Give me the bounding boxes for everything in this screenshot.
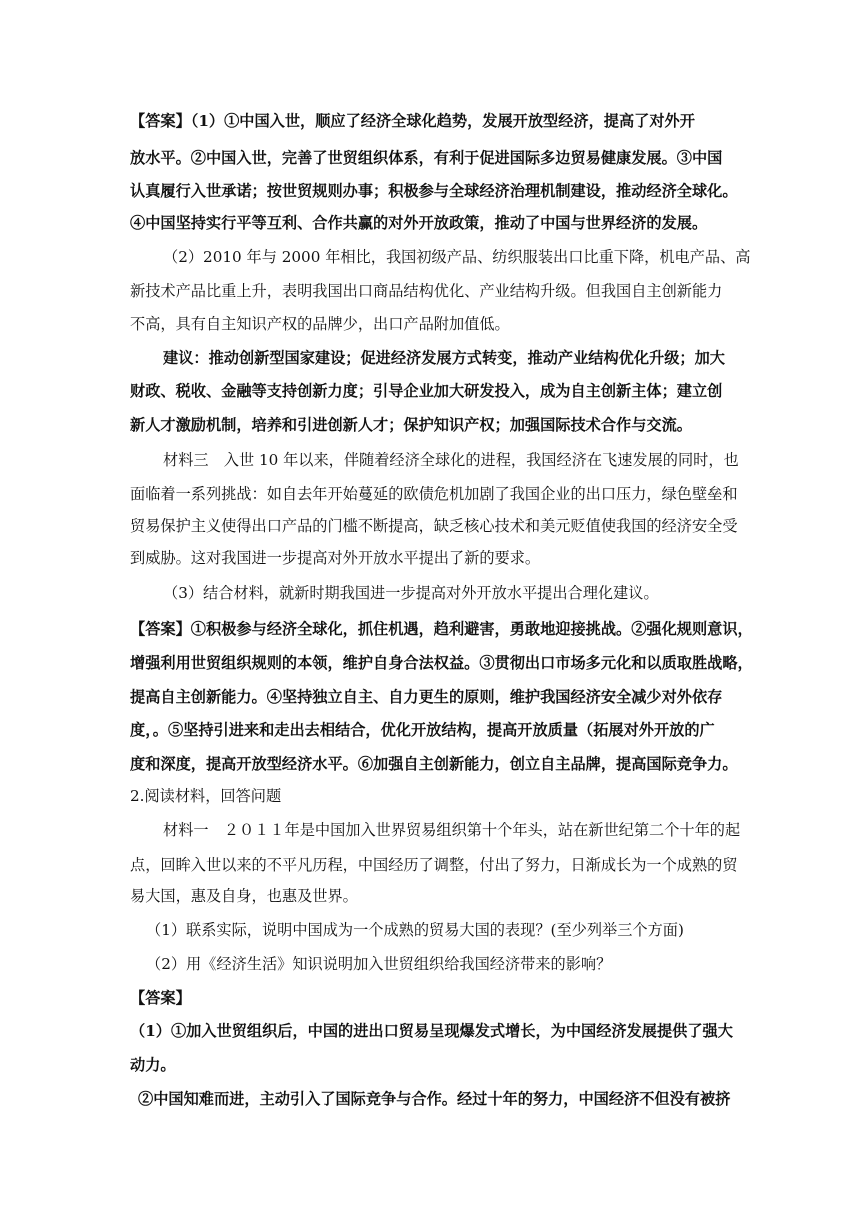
suggestion-line-3: 新人才激励机制，培养和引进创新人才；保护知识产权；加强国际技术合作与交流。 xyxy=(130,416,692,434)
suggestion-line-1: 建议：推动创新型国家建设；促进经济发展方式转变，推动产业结构优化升级；加大 xyxy=(163,349,725,367)
material-3-line-2: 面临着一系列挑战：如自去年开始蔓延的欧债危机加剧了我国企业的出口压力，绿色壁垒和 xyxy=(130,485,738,503)
answer-4-line-2: 动力。 xyxy=(130,1056,176,1074)
answer-4-line-1: （1）①加入世贸组织后，中国的进出口贸易呈现爆发式增长，为中国经济发展提供了强大 xyxy=(130,1022,733,1040)
answer-1-line-4: ④中国坚持实行平等互利、合作共赢的对外开放政策，推动了中国与世界经济的发展。 xyxy=(130,214,708,232)
answer-4-line-3: ②中国知难而进，主动引入了国际竞争与合作。经过十年的努力，中国经济不但没有被挤 xyxy=(138,1090,731,1108)
material-3-line-1: 材料三 入世 10 年以来，伴随着经济全球化的进程，我国经济在飞速发展的同时，也 xyxy=(163,451,739,469)
answer-3-line-1: 【答案】①积极参与经济全球化，抓住机遇，趋利避害，勇敢地迎接挑战。②强化规则意识， xyxy=(130,620,753,638)
suggestion-line-2: 财政、税收、金融等支持创新力度；引导企业加大研发投入，成为自主创新主体；建立创 xyxy=(130,382,723,400)
answer-heading: 【答案】 xyxy=(130,989,191,1007)
question-3: （3）结合材料，就新时期我国进一步提高对外开放水平提出合理化建议。 xyxy=(163,584,659,602)
answer-1-line-3: 认真履行入世承诺；按世贸规则办事；积极参与全球经济治理机制建设，推动经济全球化。 xyxy=(130,182,738,200)
material-1-line-1: 材料一 ２０１１年是中国加入世界贸易组织第十个年头，站在新世纪第二个十年的起 xyxy=(163,821,741,839)
question-2-heading: 2.阅读材料，回答问题 xyxy=(130,787,282,805)
answer-3-line-2: 增强利用世贸组织规则的本领，维护自身合法权益。③贯彻出口市场多元化和以质取胜战略， xyxy=(130,654,753,672)
material-1-line-2: 点，回眸入世以来的不平凡历程，中国经历了调整，付出了努力，日渐成长为一个成熟的贸 xyxy=(130,856,738,874)
question-1: （1）联系实际，说明中国成为一个成熟的贸易大国的表现？(至少列举三个方面) xyxy=(146,921,684,939)
answer-3-line-3: 提高自主创新能力。④坚持独立自主、自力更生的原则，维护我国经济安全减少对外依存 xyxy=(130,688,723,706)
answer-3-line-4: 度，。⑤坚持引进来和走出去相结合，优化开放结构，提高开放质量（拓展对外开放的广 xyxy=(130,721,715,739)
answer-3-line-5: 度和深度，提高开放型经济水平。⑥加强自主创新能力，创立自主品牌，提高国际竞争力。 xyxy=(130,755,738,773)
material-3-line-4: 到威胁。这对我国进一步提高对外开放水平提出了新的要求。 xyxy=(130,549,541,567)
answer-2-line-3: 不高，具有自主知识产权的品牌少，出口产品附加值低。 xyxy=(130,315,510,333)
material-3-line-3: 贸易保护主义使得出口产品的门槛不断提高，缺乏核心技术和美元贬值使我国的经济安全受 xyxy=(130,517,738,535)
material-1-line-3: 易大国，惠及自身，也惠及世界。 xyxy=(130,887,358,905)
answer-2-line-2: 新技术产品比重上升，表明我国出口商品结构优化、产业结构升级。但我国自主创新能力 xyxy=(130,282,723,300)
answer-1-line-2: 放水平。②中国入世，完善了世贸组织体系，有利于促进国际多边贸易健康发展。③中国 xyxy=(130,149,723,167)
answer-2-line-1: （2）2010 年与 2000 年相比，我国初级产品、纺织服装出口比重下降，机电产品、高 xyxy=(163,248,751,266)
question-2: （2）用《经济生活》知识说明加入世贸组织给我国经济带来的影响？ xyxy=(146,955,612,973)
answer-1-line-1: 【答案】（1）①中国入世，顺应了经济全球化趋势，发展开放型经济，提高了对外开 xyxy=(130,112,695,130)
